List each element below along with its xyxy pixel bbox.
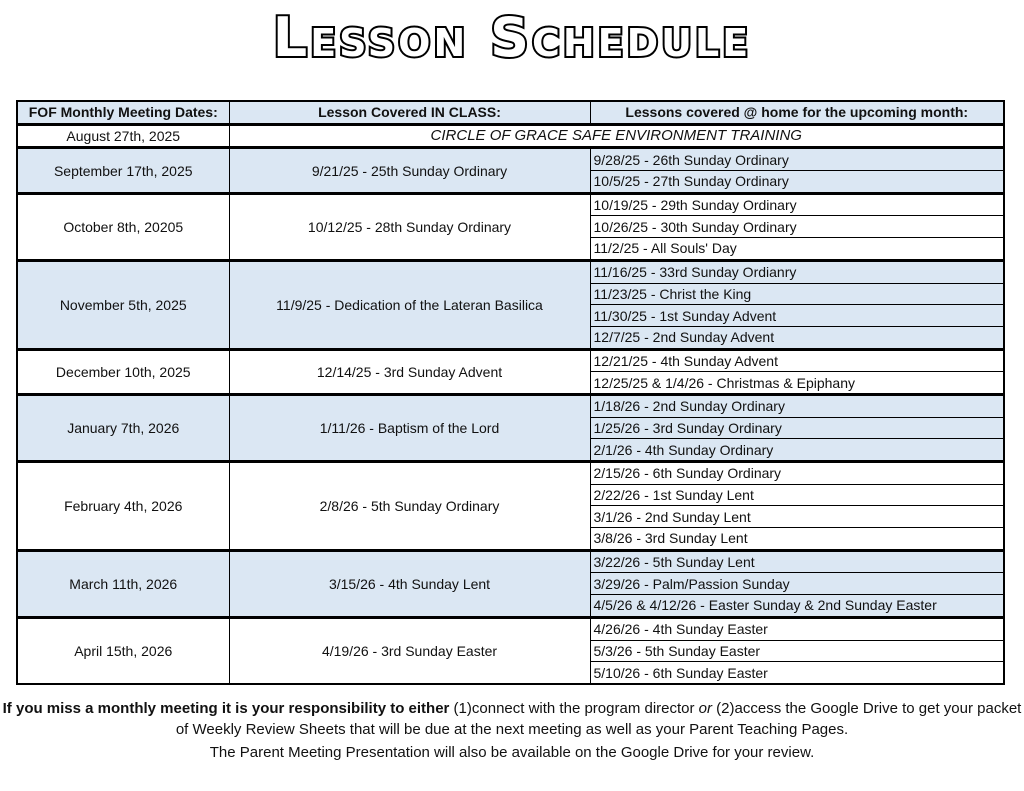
home-lesson: 2/15/26 - 6th Sunday Ordinary — [590, 462, 1004, 485]
header-row — [17, 101, 1004, 124]
schedule-row — [17, 148, 1004, 171]
home-lesson: 5/10/26 - 6th Sunday Easter — [590, 662, 1004, 684]
home-lesson: 5/3/26 - 5th Sunday Easter — [590, 640, 1004, 662]
header-meeting-dates: FOF Monthly Meeting Dates: — [17, 101, 229, 124]
meeting-date: March 11th, 2026 — [17, 550, 229, 617]
in-class-lesson: 4/19/26 - 3rd Sunday Easter — [229, 617, 590, 684]
schedule-row — [17, 193, 1004, 216]
footer-part2: (2)access the Google Drive to get your packet of Weekly Review Sheets that will be due at the next meeting as well as your Parent Teaching Pages. — [175, 700, 1022, 738]
in-class-lesson: 10/12/25 - 28th Sunday Ordinary — [229, 193, 590, 260]
home-lesson: 2/1/26 - 4th Sunday Ordinary — [590, 439, 1004, 462]
schedule-row — [17, 349, 1004, 372]
in-class-lesson: 1/11/26 - Baptism of the Lord — [229, 394, 590, 461]
schedule-row — [17, 617, 1004, 640]
in-class-lesson: 2/8/26 - 5th Sunday Ordinary — [229, 462, 590, 551]
schedule-row — [17, 260, 1004, 283]
meeting-date: September 17th, 2025 — [17, 148, 229, 193]
home-lesson: 12/21/25 - 4th Sunday Advent — [590, 349, 1004, 372]
home-lesson: 12/25/25 & 1/4/26 - Christmas & Epiphany — [590, 372, 1004, 395]
home-lesson: 2/22/26 - 1st Sunday Lent — [590, 484, 1004, 506]
in-class-lesson: 3/15/26 - 4th Sunday Lent — [229, 550, 590, 617]
home-lesson: 12/7/25 - 2nd Sunday Advent — [590, 326, 1004, 349]
home-lesson: 10/19/25 - 29th Sunday Ordinary — [590, 193, 1004, 216]
footer-presentation-note: The Parent Meeting Presentation will also be available on the Google Drive for your review. — [209, 744, 815, 761]
home-lesson: 11/16/25 - 33rd Sunday Ordianry — [590, 260, 1004, 283]
home-lesson: 3/29/26 - Palm/Passion Sunday — [590, 573, 1004, 595]
home-lesson: 11/30/25 - 1st Sunday Advent — [590, 305, 1004, 327]
meeting-date: October 8th, 20205 — [17, 193, 229, 260]
training-row — [17, 124, 1004, 148]
lesson-schedule-table — [16, 100, 1005, 685]
footer-or: or — [698, 700, 713, 717]
home-lesson: 4/5/26 & 4/12/26 - Easter Sunday & 2nd Sunday Easter — [590, 595, 1004, 618]
home-lesson: 11/2/25 - All Souls' Day — [590, 238, 1004, 261]
header-at-home: Lessons covered @ home for the upcoming month: — [590, 101, 1004, 124]
home-lesson: 1/25/26 - 3rd Sunday Ordinary — [590, 417, 1004, 439]
in-class-lesson: 12/14/25 - 3rd Sunday Advent — [229, 349, 590, 394]
meeting-date: April 15th, 2026 — [17, 617, 229, 684]
schedule-body — [17, 124, 1004, 684]
page-title: Lesson Schedule — [272, 6, 752, 69]
header-in-class: Lesson Covered IN CLASS: — [229, 101, 590, 124]
home-lesson: 3/1/26 - 2nd Sunday Lent — [590, 506, 1004, 528]
footer-bold-lead: If you miss a monthly meeting it is your responsibility to either — [2, 700, 450, 717]
schedule-row — [17, 462, 1004, 485]
home-lesson: 10/26/25 - 30th Sunday Ordinary — [590, 216, 1004, 238]
meeting-date: November 5th, 2025 — [17, 260, 229, 349]
training-note: CIRCLE OF GRACE SAFE ENVIRONMENT TRAINING — [229, 124, 1004, 148]
meeting-date: August 27th, 2025 — [17, 124, 229, 148]
in-class-lesson: 9/21/25 - 25th Sunday Ordinary — [229, 148, 590, 193]
home-lesson: 4/26/26 - 4th Sunday Easter — [590, 617, 1004, 640]
meeting-date: December 10th, 2025 — [17, 349, 229, 394]
schedule-row — [17, 550, 1004, 573]
home-lesson: 9/28/25 - 26th Sunday Ordinary — [590, 148, 1004, 171]
home-lesson: 10/5/25 - 27th Sunday Ordinary — [590, 171, 1004, 194]
meeting-date: January 7th, 2026 — [17, 394, 229, 461]
home-lesson: 3/8/26 - 3rd Sunday Lent — [590, 528, 1004, 551]
in-class-lesson: 11/9/25 - Dedication of the Lateran Basilica — [229, 260, 590, 349]
home-lesson: 1/18/26 - 2nd Sunday Ordinary — [590, 394, 1004, 417]
footer-note — [0, 698, 1024, 740]
schedule-row — [17, 394, 1004, 417]
footer-part1: (1)connect with the program director — [449, 700, 699, 717]
home-lesson: 3/22/26 - 5th Sunday Lent — [590, 550, 1004, 573]
home-lesson: 11/23/25 - Christ the King — [590, 283, 1004, 305]
meeting-date: February 4th, 2026 — [17, 462, 229, 551]
